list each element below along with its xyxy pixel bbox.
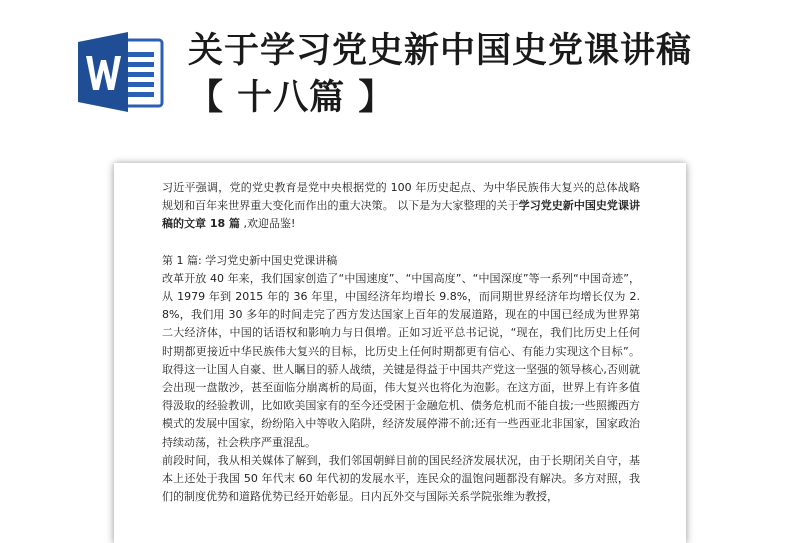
intro-bold-text: 学习党史新中国史党课讲稿的文章 18 篇	[162, 199, 641, 231]
document-body	[162, 179, 640, 506]
intro-paragraph	[162, 179, 640, 234]
intro-text: 习近平强调，党的党史教育是党中央根据党的 100 年历史起点、为中华民族伟大复兴的总体战略规划和百年来世界重大变化而作出的重大决策。 以下是为大家整理的关于	[162, 181, 640, 213]
document-page	[114, 163, 686, 543]
intro-tail-text: ,欢迎品鉴!	[239, 217, 296, 231]
title-line-2: 【 十八篇 】	[188, 78, 395, 118]
title-line-1: 关于学习党史新中国史党课讲稿	[188, 31, 693, 71]
body-paragraph-2: 前段时间，我从相关媒体了解到，我们邻国朝鲜目前的国民经济发展状况，由于长期闭关自守，基本上还处于我国 50 年代末 60 年代初的发展水平，连民众的温饱问题都没有解决。多方对照，我们的制度优势和道路优势已经开始彰显。日内瓦外交与国际关系学院张维为教授，	[162, 453, 640, 504]
paragraph-gap	[162, 234, 640, 252]
word-icon	[76, 32, 166, 112]
section-heading: 第 1 篇: 学习党史新中国史党课讲稿	[162, 253, 338, 267]
page-title	[188, 28, 778, 122]
body-paragraph-1: 改革开放 40 年来，我们国家创造了“中国速度”、“中国高度”、“中国深度”等一系列“中国奇迹”，从 1979 年到 2015 年的 36 年里，中国经济年均增长 9.8%，而同期世界经济年均增长仅为 2.8%，我们用 30 多年的时间走完了西方发达国家上百年的发展道路，现在的中国已经成为世界第二大经济体，中国的话语权和影响力与日俱增。正如习近平总书记说，“现在，我们比历史上任何时期都更接近中华民族伟大复兴的目标，比历史上任何时期都更有信心、有能力实现这个目标”。取得这一让国人自豪、世人瞩目的骄人战绩，关键是得益于中国共产党这一坚强的领导核心,否则就会出现一盘散沙，甚至面临分崩离析的局面，伟大复兴也将化为泡影。在这方面，世界上有许多值得汲取的经验教训，比如欧美国家有的至今还受困于金融危机、债务危机而不能自拔;一些照搬西方模式的发展中国家，纷纷陷入中等收入陷阱，经济发展停滞不前;还有一些西亚北非国家，国家政治持续动荡，社会秩序严重混乱。	[162, 271, 640, 449]
